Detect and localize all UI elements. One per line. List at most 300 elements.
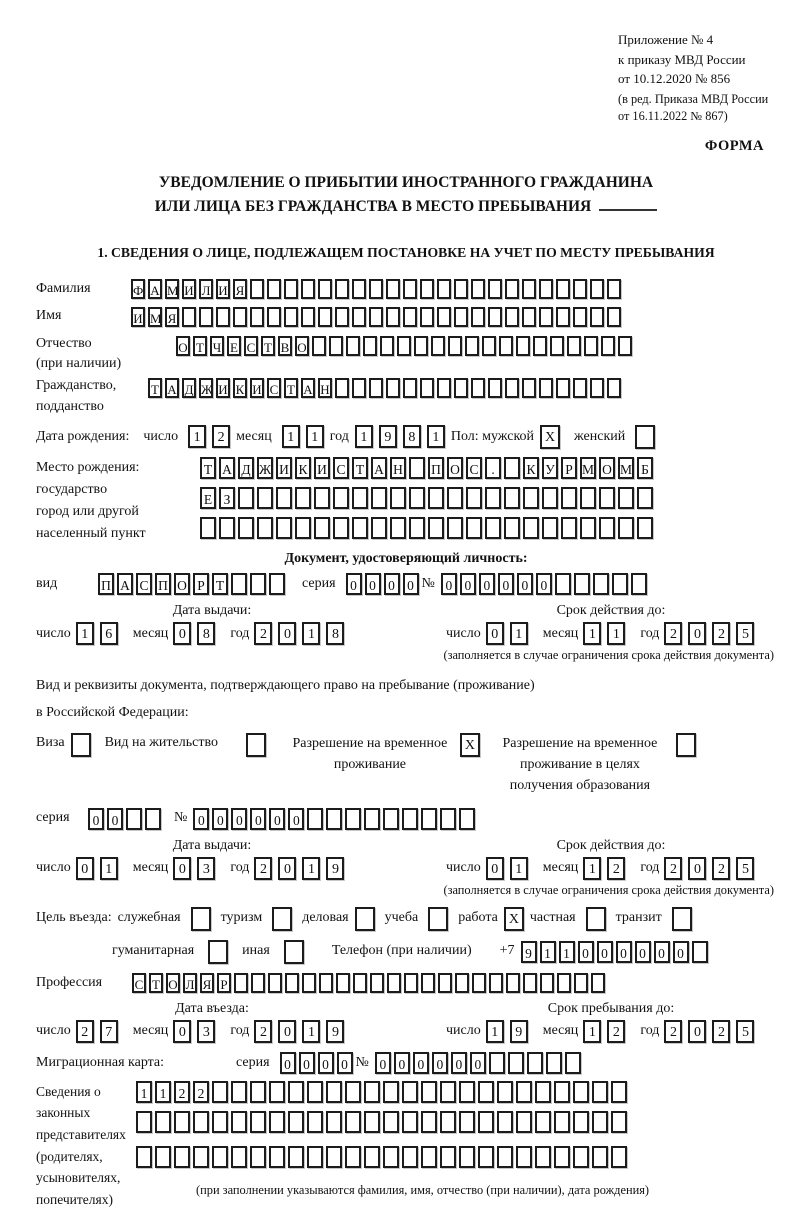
char-cell[interactable]: 0 — [616, 941, 632, 963]
char-cell[interactable] — [383, 808, 399, 830]
char-cell[interactable] — [546, 1052, 562, 1074]
char-cell[interactable] — [637, 517, 653, 539]
char-cell[interactable] — [421, 1081, 437, 1103]
char-cell[interactable]: 6 — [100, 622, 118, 645]
char-cell[interactable] — [301, 307, 315, 327]
char-cell[interactable]: 1 — [302, 857, 320, 880]
char-cell[interactable] — [193, 1146, 209, 1168]
char-cell[interactable] — [573, 1111, 589, 1133]
char-cell[interactable]: Т — [261, 336, 275, 356]
char-cell[interactable] — [478, 1146, 494, 1168]
char-cell[interactable]: 0 — [375, 1052, 391, 1074]
char-cell[interactable] — [345, 1111, 361, 1133]
char-cell[interactable] — [607, 279, 621, 299]
char-cell[interactable]: 2 — [607, 1020, 625, 1043]
char-cell[interactable]: 0 — [441, 573, 457, 595]
char-cell[interactable] — [592, 1081, 608, 1103]
purpose-humanitarian-checkbox[interactable] — [208, 940, 228, 964]
char-cell[interactable]: 1 — [559, 941, 575, 963]
char-cell[interactable]: 0 — [517, 573, 533, 595]
char-cell[interactable] — [155, 1111, 171, 1133]
char-cell[interactable] — [440, 808, 456, 830]
char-cell[interactable] — [403, 279, 417, 299]
char-cell[interactable] — [447, 487, 463, 509]
char-cell[interactable]: С — [132, 973, 146, 993]
char-cell[interactable] — [200, 517, 216, 539]
char-cell[interactable]: 2 — [254, 1020, 272, 1043]
char-cell[interactable]: Д — [182, 378, 196, 398]
char-cell[interactable]: Т — [193, 336, 207, 356]
char-cell[interactable]: 0 — [384, 573, 400, 595]
char-cell[interactable] — [364, 1081, 380, 1103]
char-cell[interactable]: И — [216, 378, 230, 398]
char-cell[interactable]: 0 — [403, 573, 419, 595]
char-cell[interactable] — [561, 517, 577, 539]
char-cell[interactable] — [409, 517, 425, 539]
char-cell[interactable] — [482, 336, 496, 356]
char-cell[interactable] — [592, 1146, 608, 1168]
char-cell[interactable] — [431, 336, 445, 356]
char-cell[interactable] — [307, 808, 323, 830]
char-cell[interactable] — [440, 1146, 456, 1168]
sex-male-checkbox[interactable]: X — [540, 425, 560, 449]
char-cell[interactable]: 0 — [278, 622, 296, 645]
char-cell[interactable] — [370, 973, 384, 993]
char-cell[interactable] — [402, 808, 418, 830]
char-cell[interactable]: 1 — [583, 857, 601, 880]
char-cell[interactable] — [250, 1146, 266, 1168]
char-cell[interactable] — [397, 336, 411, 356]
purpose-private-checkbox[interactable] — [586, 907, 606, 931]
char-cell[interactable] — [352, 307, 366, 327]
char-cell[interactable] — [250, 1111, 266, 1133]
char-cell[interactable] — [590, 307, 604, 327]
char-cell[interactable] — [421, 808, 437, 830]
char-cell[interactable]: Л — [183, 973, 197, 993]
char-cell[interactable]: И — [314, 457, 330, 479]
char-cell[interactable] — [540, 973, 554, 993]
char-cell[interactable] — [489, 1052, 505, 1074]
char-cell[interactable] — [268, 973, 282, 993]
char-cell[interactable]: 0 — [280, 1052, 296, 1074]
char-cell[interactable] — [380, 336, 394, 356]
char-cell[interactable]: 1 — [136, 1081, 152, 1103]
char-cell[interactable]: . — [485, 457, 501, 479]
char-cell[interactable]: Р — [561, 457, 577, 479]
char-cell[interactable] — [459, 1146, 475, 1168]
char-cell[interactable] — [352, 517, 368, 539]
char-cell[interactable] — [284, 307, 298, 327]
char-cell[interactable] — [371, 517, 387, 539]
char-cell[interactable] — [251, 973, 265, 993]
char-cell[interactable]: 1 — [540, 941, 556, 963]
char-cell[interactable] — [618, 336, 632, 356]
char-cell[interactable] — [371, 487, 387, 509]
char-cell[interactable] — [557, 973, 571, 993]
char-cell[interactable] — [485, 517, 501, 539]
char-cell[interactable]: 2 — [76, 1020, 94, 1043]
char-cell[interactable] — [318, 279, 332, 299]
char-cell[interactable] — [631, 573, 647, 595]
char-cell[interactable]: 0 — [76, 857, 94, 880]
char-cell[interactable] — [288, 1081, 304, 1103]
char-cell[interactable]: 0 — [288, 808, 304, 830]
char-cell[interactable] — [284, 279, 298, 299]
char-cell[interactable]: Я — [233, 279, 247, 299]
char-cell[interactable]: С — [267, 378, 281, 398]
char-cell[interactable] — [612, 573, 628, 595]
char-cell[interactable] — [580, 487, 596, 509]
temp-residence-edu-checkbox[interactable] — [676, 733, 696, 757]
char-cell[interactable]: 5 — [736, 857, 754, 880]
char-cell[interactable] — [539, 307, 553, 327]
char-cell[interactable]: 5 — [736, 1020, 754, 1043]
char-cell[interactable]: 9 — [326, 1020, 344, 1043]
char-cell[interactable]: М — [165, 279, 179, 299]
char-cell[interactable] — [383, 1146, 399, 1168]
char-cell[interactable] — [692, 941, 708, 963]
char-cell[interactable] — [535, 1146, 551, 1168]
char-cell[interactable] — [285, 973, 299, 993]
char-cell[interactable] — [601, 336, 615, 356]
char-cell[interactable]: 1 — [486, 1020, 504, 1043]
char-cell[interactable] — [402, 1081, 418, 1103]
char-cell[interactable] — [314, 517, 330, 539]
char-cell[interactable]: 0 — [173, 857, 191, 880]
char-cell[interactable] — [471, 378, 485, 398]
char-cell[interactable]: Т — [352, 457, 368, 479]
char-cell[interactable] — [523, 487, 539, 509]
char-cell[interactable] — [257, 517, 273, 539]
char-cell[interactable] — [369, 378, 383, 398]
char-cell[interactable] — [199, 307, 213, 327]
purpose-business-checkbox[interactable] — [355, 907, 375, 931]
char-cell[interactable]: 0 — [299, 1052, 315, 1074]
char-cell[interactable]: 2 — [254, 857, 272, 880]
char-cell[interactable]: 0 — [278, 857, 296, 880]
char-cell[interactable]: О — [176, 336, 190, 356]
char-cell[interactable] — [269, 1111, 285, 1133]
char-cell[interactable]: 7 — [100, 1020, 118, 1043]
char-cell[interactable] — [267, 279, 281, 299]
char-cell[interactable] — [499, 336, 513, 356]
char-cell[interactable]: Ч — [210, 336, 224, 356]
char-cell[interactable] — [607, 378, 621, 398]
char-cell[interactable]: 1 — [427, 425, 445, 448]
char-cell[interactable] — [611, 1146, 627, 1168]
char-cell[interactable] — [504, 487, 520, 509]
char-cell[interactable] — [527, 1052, 543, 1074]
char-cell[interactable] — [420, 378, 434, 398]
char-cell[interactable] — [599, 487, 615, 509]
char-cell[interactable] — [383, 1081, 399, 1103]
char-cell[interactable]: П — [98, 573, 114, 595]
char-cell[interactable] — [556, 279, 570, 299]
char-cell[interactable]: С — [244, 336, 258, 356]
char-cell[interactable] — [618, 487, 634, 509]
char-cell[interactable] — [314, 487, 330, 509]
char-cell[interactable] — [421, 1146, 437, 1168]
char-cell[interactable] — [554, 1111, 570, 1133]
char-cell[interactable]: 0 — [498, 573, 514, 595]
char-cell[interactable] — [238, 487, 254, 509]
char-cell[interactable]: Ф — [131, 279, 145, 299]
char-cell[interactable] — [295, 487, 311, 509]
char-cell[interactable]: 0 — [278, 1020, 296, 1043]
sex-female-checkbox[interactable] — [635, 425, 655, 449]
char-cell[interactable]: 0 — [654, 941, 670, 963]
char-cell[interactable]: П — [155, 573, 171, 595]
char-cell[interactable]: 2 — [712, 1020, 730, 1043]
char-cell[interactable]: 9 — [326, 857, 344, 880]
char-cell[interactable] — [421, 1111, 437, 1133]
char-cell[interactable] — [522, 307, 536, 327]
char-cell[interactable]: 0 — [536, 573, 552, 595]
char-cell[interactable]: Т — [149, 973, 163, 993]
char-cell[interactable]: Е — [200, 487, 216, 509]
char-cell[interactable] — [465, 336, 479, 356]
char-cell[interactable] — [267, 307, 281, 327]
char-cell[interactable] — [212, 1146, 228, 1168]
char-cell[interactable] — [307, 1111, 323, 1133]
purpose-tourism-checkbox[interactable] — [272, 907, 292, 931]
char-cell[interactable] — [250, 307, 264, 327]
char-cell[interactable] — [326, 1111, 342, 1133]
char-cell[interactable]: 1 — [306, 425, 324, 448]
char-cell[interactable]: 3 — [197, 1020, 215, 1043]
char-cell[interactable]: 0 — [250, 808, 266, 830]
char-cell[interactable]: А — [165, 378, 179, 398]
residence-permit-checkbox[interactable] — [246, 733, 266, 757]
char-cell[interactable] — [459, 1111, 475, 1133]
char-cell[interactable] — [565, 1052, 581, 1074]
char-cell[interactable] — [539, 378, 553, 398]
char-cell[interactable] — [383, 1111, 399, 1133]
char-cell[interactable] — [319, 973, 333, 993]
char-cell[interactable]: Я — [200, 973, 214, 993]
char-cell[interactable]: 0 — [688, 1020, 706, 1043]
char-cell[interactable]: Т — [212, 573, 228, 595]
title-blank-underline[interactable] — [599, 199, 657, 211]
char-cell[interactable] — [335, 307, 349, 327]
char-cell[interactable]: 0 — [193, 808, 209, 830]
char-cell[interactable] — [505, 279, 519, 299]
char-cell[interactable]: Т — [284, 378, 298, 398]
char-cell[interactable]: 8 — [403, 425, 421, 448]
char-cell[interactable]: 0 — [413, 1052, 429, 1074]
char-cell[interactable]: 8 — [326, 622, 344, 645]
char-cell[interactable] — [369, 279, 383, 299]
char-cell[interactable] — [466, 517, 482, 539]
char-cell[interactable] — [466, 487, 482, 509]
char-cell[interactable] — [428, 487, 444, 509]
char-cell[interactable] — [593, 573, 609, 595]
char-cell[interactable]: 2 — [712, 622, 730, 645]
char-cell[interactable] — [234, 973, 248, 993]
char-cell[interactable] — [497, 1146, 513, 1168]
char-cell[interactable] — [437, 279, 451, 299]
char-cell[interactable]: 0 — [394, 1052, 410, 1074]
purpose-study-checkbox[interactable] — [428, 907, 448, 931]
char-cell[interactable] — [590, 378, 604, 398]
char-cell[interactable] — [302, 973, 316, 993]
char-cell[interactable] — [231, 1081, 247, 1103]
char-cell[interactable] — [414, 336, 428, 356]
char-cell[interactable] — [497, 1111, 513, 1133]
char-cell[interactable] — [592, 1111, 608, 1133]
char-cell[interactable] — [556, 307, 570, 327]
char-cell[interactable] — [573, 307, 587, 327]
char-cell[interactable] — [488, 378, 502, 398]
char-cell[interactable] — [556, 378, 570, 398]
char-cell[interactable] — [478, 1081, 494, 1103]
char-cell[interactable]: О — [166, 973, 180, 993]
char-cell[interactable] — [231, 1146, 247, 1168]
char-cell[interactable] — [489, 973, 503, 993]
char-cell[interactable] — [269, 573, 285, 595]
char-cell[interactable]: З — [219, 487, 235, 509]
char-cell[interactable]: 3 — [197, 857, 215, 880]
char-cell[interactable] — [591, 973, 605, 993]
char-cell[interactable]: 2 — [174, 1081, 190, 1103]
char-cell[interactable]: 0 — [432, 1052, 448, 1074]
char-cell[interactable]: С — [136, 573, 152, 595]
char-cell[interactable] — [618, 517, 634, 539]
char-cell[interactable]: Н — [390, 457, 406, 479]
purpose-other-checkbox[interactable] — [284, 940, 304, 964]
char-cell[interactable] — [369, 307, 383, 327]
char-cell[interactable] — [193, 1111, 209, 1133]
char-cell[interactable] — [504, 517, 520, 539]
char-cell[interactable] — [554, 1081, 570, 1103]
char-cell[interactable] — [295, 517, 311, 539]
char-cell[interactable]: 1 — [510, 622, 528, 645]
purpose-official-checkbox[interactable] — [191, 907, 211, 931]
char-cell[interactable] — [573, 279, 587, 299]
char-cell[interactable]: 0 — [460, 573, 476, 595]
char-cell[interactable] — [488, 279, 502, 299]
char-cell[interactable] — [535, 1081, 551, 1103]
char-cell[interactable] — [611, 1111, 627, 1133]
char-cell[interactable] — [212, 1081, 228, 1103]
char-cell[interactable] — [386, 279, 400, 299]
char-cell[interactable]: 5 — [736, 622, 754, 645]
char-cell[interactable] — [346, 336, 360, 356]
char-cell[interactable]: 0 — [231, 808, 247, 830]
char-cell[interactable] — [345, 1146, 361, 1168]
char-cell[interactable] — [403, 307, 417, 327]
char-cell[interactable] — [250, 1081, 266, 1103]
char-cell[interactable] — [409, 487, 425, 509]
char-cell[interactable] — [508, 1052, 524, 1074]
char-cell[interactable] — [402, 1111, 418, 1133]
char-cell[interactable] — [238, 517, 254, 539]
char-cell[interactable] — [409, 457, 425, 479]
char-cell[interactable]: А — [301, 378, 315, 398]
char-cell[interactable] — [174, 1111, 190, 1133]
char-cell[interactable]: 0 — [451, 1052, 467, 1074]
char-cell[interactable] — [539, 279, 553, 299]
char-cell[interactable]: 0 — [212, 808, 228, 830]
char-cell[interactable] — [364, 1146, 380, 1168]
char-cell[interactable] — [437, 307, 451, 327]
char-cell[interactable] — [542, 517, 558, 539]
char-cell[interactable] — [174, 1146, 190, 1168]
char-cell[interactable] — [447, 517, 463, 539]
char-cell[interactable]: 8 — [197, 622, 215, 645]
char-cell[interactable] — [471, 279, 485, 299]
char-cell[interactable] — [136, 1146, 152, 1168]
char-cell[interactable] — [288, 1111, 304, 1133]
char-cell[interactable]: Р — [217, 973, 231, 993]
char-cell[interactable] — [516, 1111, 532, 1133]
char-cell[interactable] — [607, 307, 621, 327]
char-cell[interactable] — [352, 378, 366, 398]
char-cell[interactable]: А — [148, 279, 162, 299]
char-cell[interactable]: Т — [200, 457, 216, 479]
char-cell[interactable]: С — [466, 457, 482, 479]
char-cell[interactable]: 1 — [607, 622, 625, 645]
char-cell[interactable] — [454, 279, 468, 299]
char-cell[interactable] — [504, 457, 520, 479]
char-cell[interactable] — [488, 307, 502, 327]
char-cell[interactable] — [326, 1146, 342, 1168]
char-cell[interactable]: 0 — [578, 941, 594, 963]
char-cell[interactable]: А — [219, 457, 235, 479]
char-cell[interactable] — [448, 336, 462, 356]
char-cell[interactable]: 0 — [107, 808, 123, 830]
char-cell[interactable]: 2 — [712, 857, 730, 880]
char-cell[interactable] — [345, 1081, 361, 1103]
char-cell[interactable] — [353, 973, 367, 993]
char-cell[interactable] — [542, 487, 558, 509]
char-cell[interactable]: К — [523, 457, 539, 479]
char-cell[interactable]: 1 — [510, 857, 528, 880]
purpose-transit-checkbox[interactable] — [672, 907, 692, 931]
char-cell[interactable] — [386, 378, 400, 398]
char-cell[interactable] — [276, 517, 292, 539]
char-cell[interactable] — [573, 378, 587, 398]
char-cell[interactable] — [288, 1146, 304, 1168]
char-cell[interactable]: 9 — [379, 425, 397, 448]
char-cell[interactable] — [573, 1081, 589, 1103]
char-cell[interactable]: 0 — [597, 941, 613, 963]
char-cell[interactable] — [440, 1081, 456, 1103]
char-cell[interactable] — [584, 336, 598, 356]
char-cell[interactable] — [386, 307, 400, 327]
char-cell[interactable] — [364, 1111, 380, 1133]
char-cell[interactable] — [318, 307, 332, 327]
char-cell[interactable] — [336, 973, 350, 993]
char-cell[interactable]: 0 — [365, 573, 381, 595]
char-cell[interactable]: И — [250, 378, 264, 398]
char-cell[interactable] — [637, 487, 653, 509]
char-cell[interactable]: 0 — [673, 941, 689, 963]
char-cell[interactable] — [550, 336, 564, 356]
char-cell[interactable]: 0 — [173, 622, 191, 645]
char-cell[interactable] — [471, 307, 485, 327]
char-cell[interactable] — [404, 973, 418, 993]
char-cell[interactable] — [574, 573, 590, 595]
char-cell[interactable] — [428, 517, 444, 539]
char-cell[interactable] — [516, 336, 530, 356]
char-cell[interactable]: 2 — [212, 425, 230, 448]
visa-checkbox[interactable] — [71, 733, 91, 757]
char-cell[interactable]: К — [233, 378, 247, 398]
char-cell[interactable]: 1 — [76, 622, 94, 645]
char-cell[interactable] — [363, 336, 377, 356]
char-cell[interactable]: 0 — [88, 808, 104, 830]
